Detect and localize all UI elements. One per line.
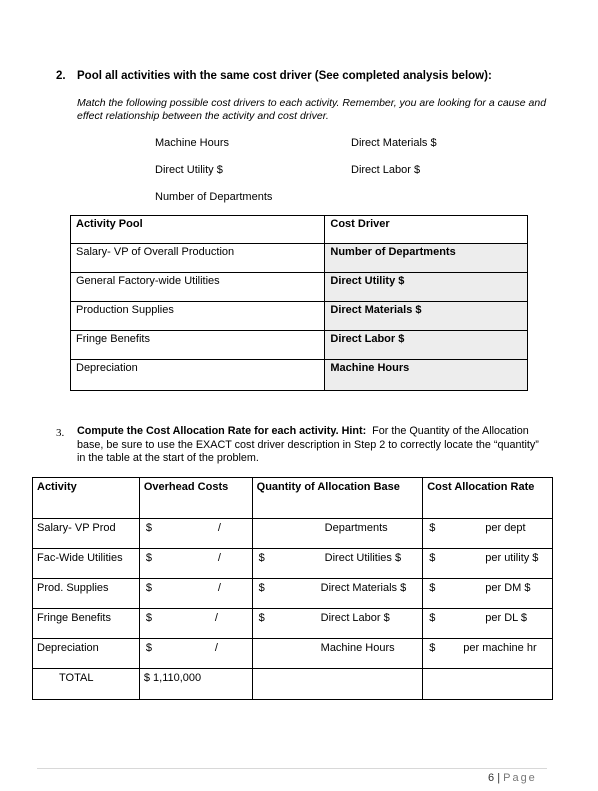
- cost-driver-cell: Machine Hours: [325, 360, 528, 391]
- header-quantity: Quantity of Allocation Base: [252, 478, 423, 519]
- driver-option: Direct Labor $: [351, 164, 421, 176]
- driver-option: Direct Utility $: [155, 164, 223, 176]
- rate-label: per DL $: [485, 612, 528, 624]
- question-3-number: 3.: [56, 427, 65, 439]
- rate-cell: [423, 519, 553, 549]
- quantity-cell: [252, 609, 423, 639]
- footer-separator: |: [497, 772, 501, 784]
- header-overhead-costs: Overhead Costs: [139, 478, 252, 519]
- activity-pool-cell: Depreciation: [71, 360, 325, 391]
- quantity-cell: [252, 639, 423, 669]
- rate-label: per utility $: [485, 552, 539, 564]
- driver-option: Direct Materials $: [351, 137, 437, 149]
- overhead-cost-cell: [139, 639, 252, 669]
- dollar-sign: $: [145, 612, 152, 624]
- quantity-label: Machine Hours: [320, 642, 395, 654]
- activity-pool-table: [70, 215, 528, 391]
- table-row: [33, 519, 553, 549]
- empty-cell: [252, 669, 423, 700]
- activity-cell: Depreciation: [33, 639, 140, 669]
- dollar-sign: $: [258, 552, 265, 564]
- rate-label: per machine hr: [463, 642, 537, 654]
- dollar-sign: $: [145, 552, 152, 564]
- table-row: [33, 549, 553, 579]
- empty-cell: [423, 669, 553, 700]
- activity-pool-cell: Production Supplies: [71, 302, 325, 331]
- quantity-label: Direct Labor $: [320, 612, 390, 624]
- cost-driver-cell: Direct Materials $: [325, 302, 528, 331]
- divide-slash: /: [217, 522, 221, 534]
- rate-cell: [423, 639, 553, 669]
- dollar-sign: $: [145, 642, 152, 654]
- quantity-cell: [252, 549, 423, 579]
- table-header-row: [71, 216, 528, 244]
- table-row: [33, 639, 553, 669]
- rate-label: per DM $: [485, 582, 531, 594]
- quantity-label: Direct Materials $: [320, 582, 407, 594]
- rate-cell: [423, 549, 553, 579]
- rate-label: per dept: [485, 522, 526, 534]
- question-2-instructions: Match the following possible cost drivers to each activity. Remember, you are looking for a cause and effect relationship between the activity and cost driver.: [77, 97, 547, 122]
- dollar-sign: $: [429, 552, 436, 564]
- table-row: [71, 244, 528, 273]
- quantity-cell: [252, 519, 423, 549]
- dollar-sign: $: [145, 522, 152, 534]
- overhead-cost-cell: [139, 579, 252, 609]
- rate-cell: [423, 579, 553, 609]
- table-row: [71, 360, 528, 391]
- divide-slash: /: [214, 612, 218, 624]
- divide-slash: /: [214, 642, 218, 654]
- overhead-cost-cell: [139, 549, 252, 579]
- page-footer: [488, 772, 537, 784]
- dollar-sign: $: [258, 612, 265, 624]
- driver-option: Number of Departments: [155, 191, 273, 203]
- activity-pool-cell: Fringe Benefits: [71, 331, 325, 360]
- cost-allocation-table: [32, 477, 553, 700]
- dollar-sign: $: [429, 522, 436, 534]
- driver-option: Machine Hours: [155, 137, 229, 149]
- divide-slash: /: [217, 582, 221, 594]
- total-row: [33, 669, 553, 700]
- header-rate: Cost Allocation Rate: [423, 478, 553, 519]
- total-label: TOTAL: [59, 672, 94, 684]
- activity-pool-cell: General Factory-wide Utilities: [71, 273, 325, 302]
- dollar-sign: $: [258, 582, 265, 594]
- question-3-text: [77, 425, 547, 466]
- question-2-title: Pool all activities with the same cost driver (See completed analysis below):: [77, 70, 492, 82]
- page-number: 6: [488, 772, 495, 784]
- activity-pool-cell: Salary- VP of Overall Production: [71, 244, 325, 273]
- table-row: [71, 331, 528, 360]
- dollar-sign: $: [429, 642, 436, 654]
- header-activity-pool: Activity Pool: [71, 216, 325, 244]
- activity-cell: Fringe Benefits: [33, 609, 140, 639]
- activity-cell: Prod. Supplies: [33, 579, 140, 609]
- cost-driver-cell: Number of Departments: [325, 244, 528, 273]
- quantity-label: Departments: [324, 522, 388, 534]
- header-activity: Activity: [33, 478, 140, 519]
- overhead-cost-cell: [139, 609, 252, 639]
- divide-slash: /: [217, 552, 221, 564]
- table-header-row: [33, 478, 553, 519]
- header-cost-driver: Cost Driver: [325, 216, 528, 244]
- footer-rule: [37, 768, 547, 769]
- table-row: [71, 302, 528, 331]
- cost-driver-cell: Direct Utility $: [325, 273, 528, 302]
- dollar-sign: $: [145, 582, 152, 594]
- page-word: Page: [503, 772, 537, 784]
- dollar-sign: $: [429, 582, 436, 594]
- activity-cell: Salary- VP Prod: [33, 519, 140, 549]
- quantity-cell: [252, 579, 423, 609]
- hint-text: For the Quantity of the Allocation base, be sure to use the EXACT cost driver description in Step 2 to correctly locate the “quantity” in the table at the start of the problem.: [77, 425, 539, 464]
- quantity-label: Direct Utilities $: [324, 552, 402, 564]
- dollar-sign: $: [429, 612, 436, 624]
- table-row: [71, 273, 528, 302]
- hint-label: Hint:: [341, 425, 367, 437]
- cost-driver-cell: Direct Labor $: [325, 331, 528, 360]
- total-value-cell: $ 1,110,000: [139, 669, 252, 700]
- rate-cell: [423, 609, 553, 639]
- activity-cell: Fac-Wide Utilities: [33, 549, 140, 579]
- table-row: [33, 609, 553, 639]
- table-row: [33, 579, 553, 609]
- overhead-cost-cell: [139, 519, 252, 549]
- total-label-cell: [33, 669, 140, 700]
- question-2-number: 2.: [56, 70, 66, 82]
- question-3-title: Compute the Cost Allocation Rate for each activity.: [77, 425, 339, 437]
